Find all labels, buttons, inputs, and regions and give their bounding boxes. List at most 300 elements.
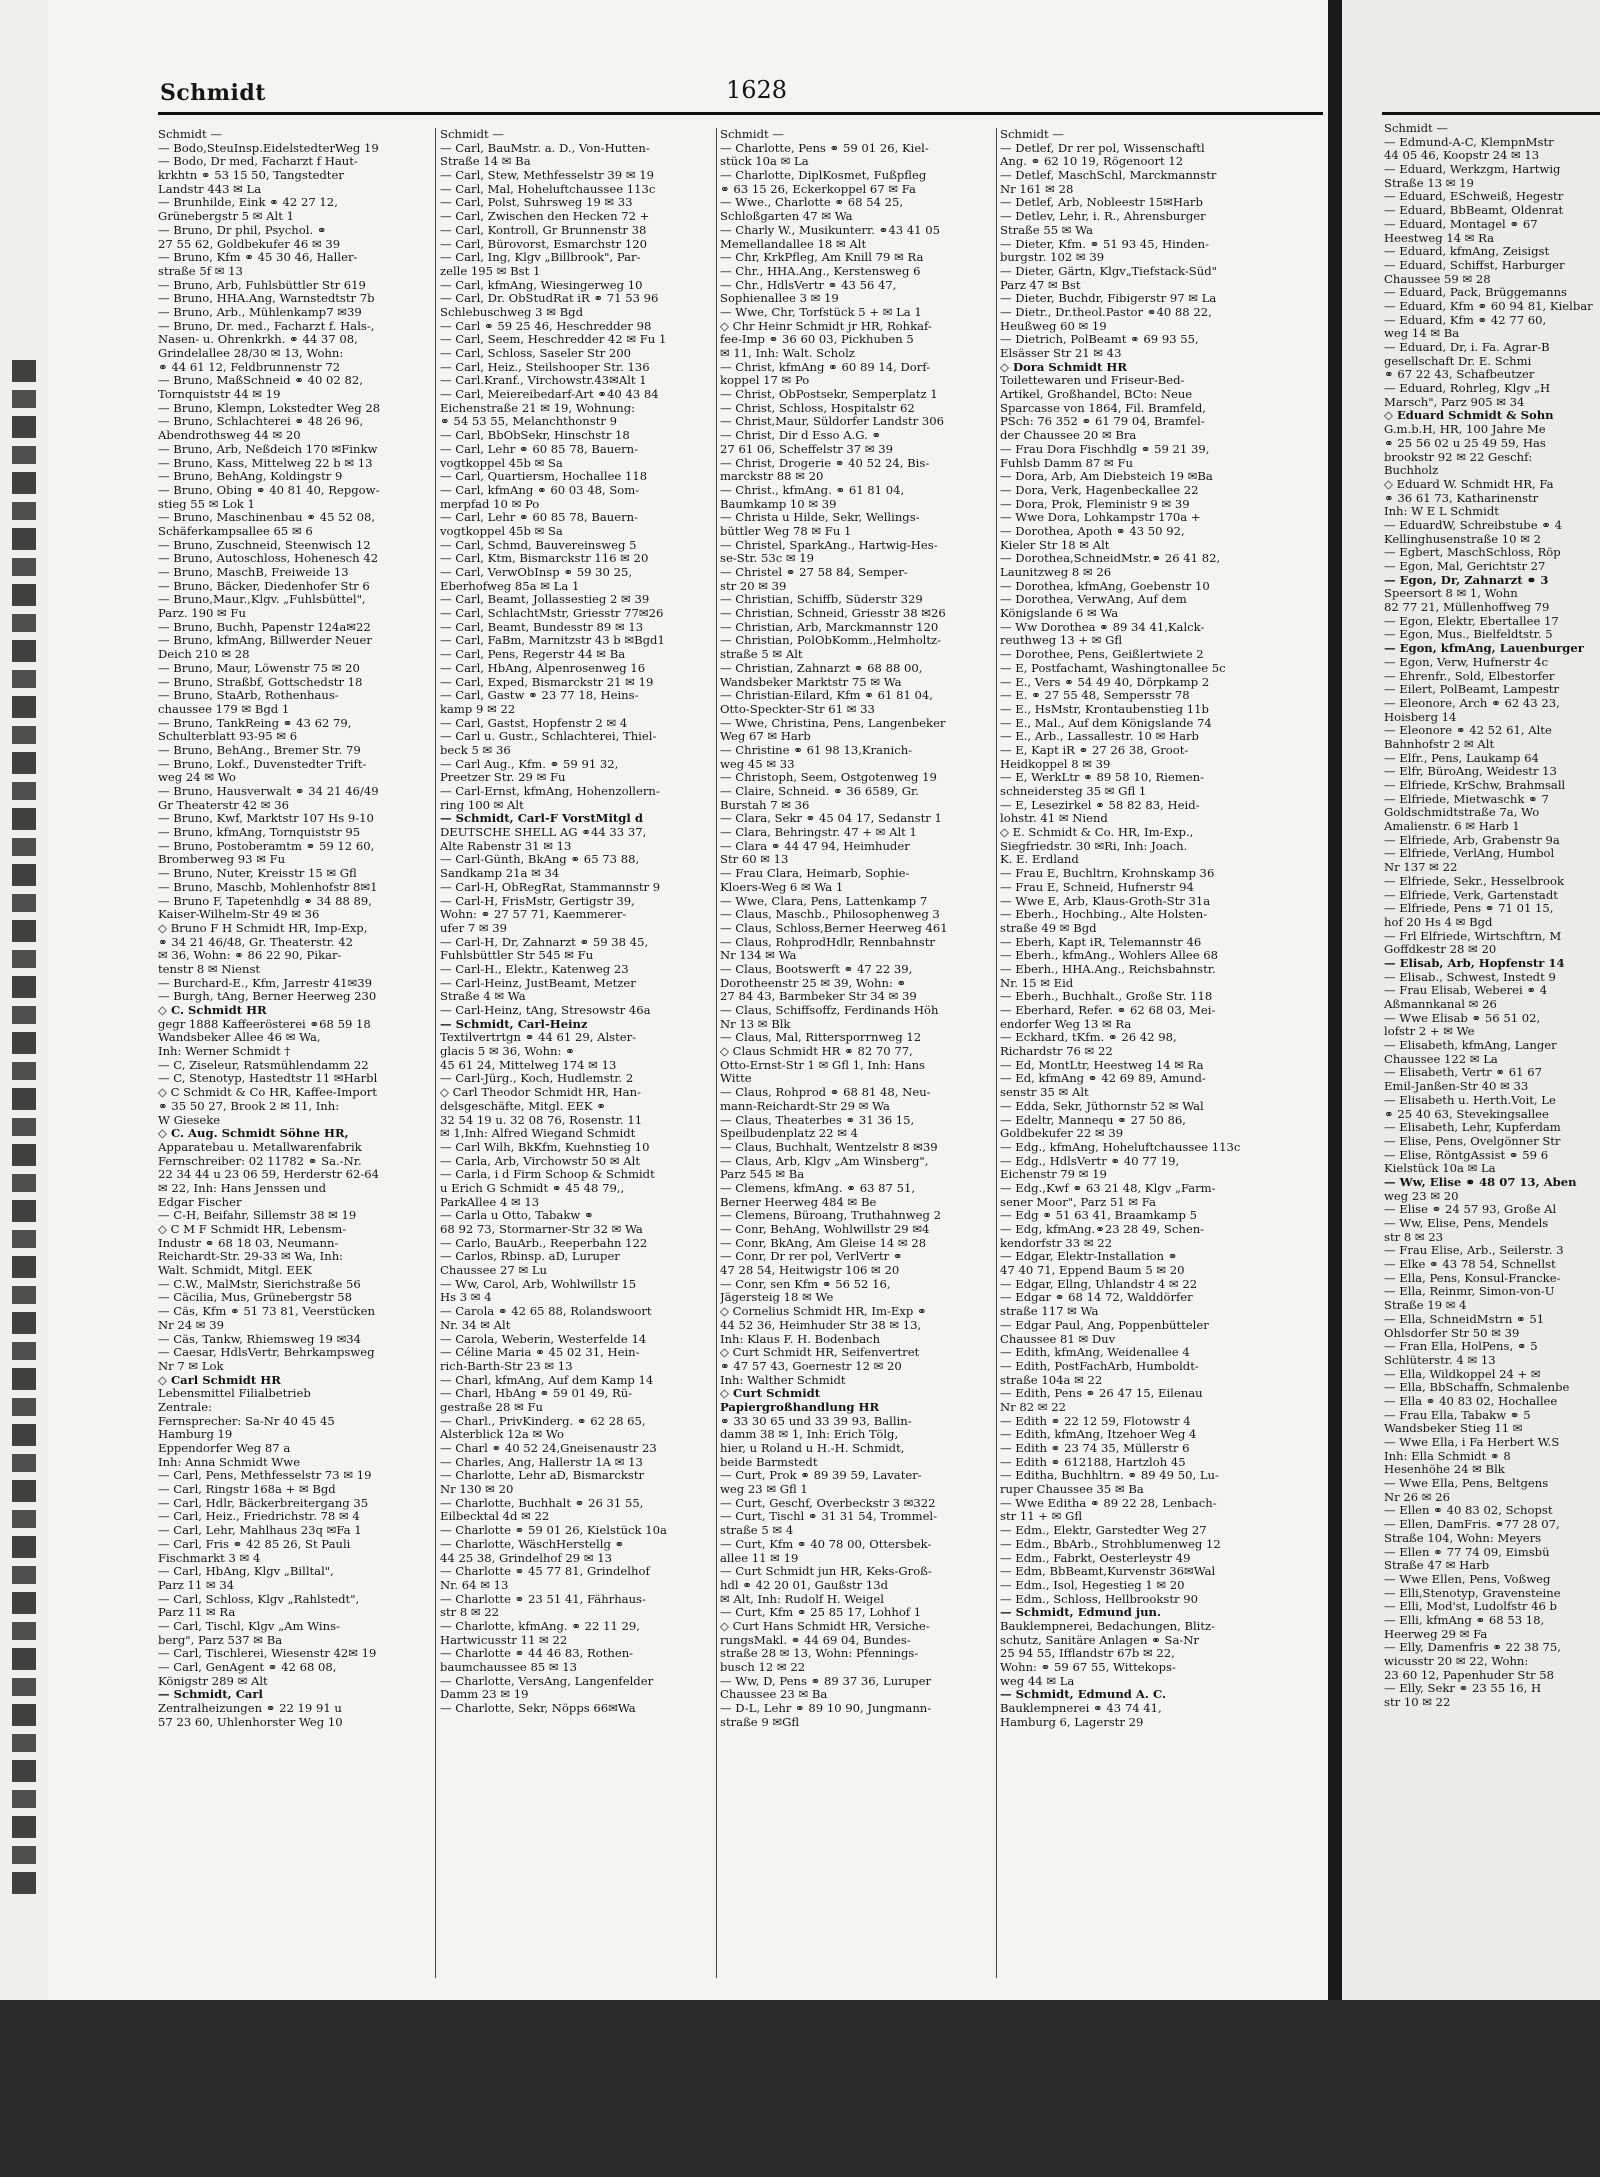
directory-entry-line: — Ellen ⚭ 40 83 02, Schopst (1384, 1504, 1553, 1518)
directory-entry-line: — Carl, Polst, Suhrsweg 19 ✉ 33 (440, 196, 633, 210)
directory-entry-line: — Carl, Ringstr 168a + ✉ Bgd (158, 1483, 336, 1497)
directory-entry-line: Kielstück 10a ✉ La (1384, 1162, 1496, 1176)
directory-entry-line: busch 12 ✉ 22 (720, 1661, 806, 1674)
directory-entry-line: hier, u Roland u H.-H. Schmidt, (720, 1442, 905, 1455)
directory-entry-line: Wandsbeker Allee 46 ✉ Wa, (158, 1031, 321, 1045)
directory-entry-line: — Eduard, Montagel ⚭ 67 (1384, 217, 1538, 231)
directory-entry-line: Parz 11 ✉ Ra (158, 1606, 236, 1620)
directory-entry-line: — Edith ⚭ 612188, Hartzloh 45 (1000, 1455, 1186, 1469)
directory-entry-line: — Curt, Kfm ⚭ 40 78 00, Ottersbek- (720, 1537, 932, 1551)
directory-entry-line: — Carl, SchlachtMstr, Griesstr 77✉26 (440, 607, 664, 621)
directory-entry-line: — Ehrenfr., Sold, Elbestorfer (1384, 669, 1555, 683)
directory-entry-line: — Wwe, Christina, Pens, Langenbeker (720, 716, 946, 730)
directory-entry-line: ⚭ 47 57 43, Goernestr 12 ✉ 20 (720, 1359, 902, 1373)
directory-entry-line: Bauklempnerei, Bedachungen, Blitz- (1000, 1619, 1216, 1633)
directory-entry-line: — Frau Dora Fischhdlg ⚭ 59 21 39, (1000, 442, 1210, 456)
directory-entry-line: Chaussee 59 ✉ 28 (1384, 272, 1491, 286)
directory-entry-line: — Christel ⚭ 27 58 84, Semper- (720, 566, 908, 579)
directory-entry-line: kendorfstr 33 ✉ 22 (1000, 1236, 1113, 1250)
directory-entry-line: — Claus, Theaterbes ⚭ 31 36 15, (720, 1113, 915, 1127)
directory-entry-line: weg 23 ✉ 20 (1384, 1189, 1459, 1203)
directory-entry-line: sener Moor", Parz 51 ✉ Fa (1000, 1195, 1156, 1209)
directory-entry-line: — Christian, Schneid, Griesstr 38 ✉26 (720, 607, 946, 621)
directory-entry-line: Wandsbeker Marktstr 75 ✉ Wa (720, 675, 902, 689)
directory-entry-line: — Charlotte, Lehr aD, Bismarckstr (440, 1469, 645, 1483)
directory-entry-line: — Edg ⚭ 51 63 41, Braamkamp 5 (1000, 1209, 1197, 1223)
directory-entry-line: Otto-Speckter-Str 61 ✉ 33 (720, 702, 875, 716)
directory-entry-line: — Eduard, ESchweiß, Hegestr (1384, 190, 1564, 204)
directory-entry-line: — Charl, HbAng ⚭ 59 01 49, Rü- (440, 1387, 633, 1401)
directory-entry-line: — Bruno, MaschB, Freiweide 13 (158, 566, 349, 579)
directory-entry-line: — Charlotte ⚭ 44 46 83, Rothen- (440, 1647, 634, 1661)
directory-entry-line: — Claus, Mal, Rittersporrnweg 12 (720, 1031, 922, 1045)
directory-entry-line: — Carl, Seem, Heschredder 42 ✉ Fu 1 (440, 333, 667, 347)
directory-entry-line: — Elise, Pens, Ovelgönner Str (1384, 1134, 1561, 1148)
directory-entry-line: — Christ, ObPostsekr, Semperplatz 1 (720, 388, 938, 402)
directory-entry-line: — Carl, Tischlerei, Wiesenstr 42✉ 19 (158, 1647, 377, 1661)
directory-entry-line: — Christ, kfmAng ⚭ 60 89 14, Dorf- (720, 360, 931, 374)
directory-entry-line: — Detlev, Lehr, i. R., Ahrensburger (1000, 210, 1206, 224)
directory-entry-line: Launitzweg 8 ✉ 26 (1000, 566, 1112, 579)
directory-entry-line: Tornquiststr 44 ✉ 19 (158, 388, 281, 402)
directory-entry-line: Eichenstraße 21 ✉ 19, Wohnung: (440, 401, 636, 415)
directory-entry-line: — Bruno F, Tapetenhdlg ⚭ 34 88 89, (158, 894, 372, 908)
directory-entry-line: Schlüterstr. 4 ✉ 13 (1384, 1353, 1496, 1367)
bound-edge-strip (0, 0, 48, 2000)
bound-edge-text-fragments (12, 360, 36, 1900)
directory-entry-line: — Frau Elisab, Weberei ⚭ 4 (1384, 984, 1548, 998)
directory-entry-line: — Carl u. Gustr., Schlachterei, Thiel- (440, 730, 657, 744)
directory-entry-line: Straße 55 ✉ Wa (1000, 223, 1094, 237)
directory-entry-line: — Schmidt, Edmund A. C. (1000, 1688, 1167, 1702)
directory-entry-line: ◇ E. Schmidt & Co. HR, Im-Exp., (1000, 826, 1194, 840)
directory-entry-line: — Bruno, Klempn, Lokstedter Weg 28 (158, 401, 381, 415)
directory-entry-line: — Carla u Otto, Tabakw ⚭ (440, 1209, 594, 1223)
directory-entry-line: gegr 1888 Kaffeerösterei ⚭68 59 18 (158, 1017, 371, 1031)
directory-entry-line: — Wwe Ella, Pens, Beltgens (1384, 1477, 1549, 1491)
directory-entry-line: — Carl, kfmAng ⚭ 60 03 48, Som- (440, 483, 640, 497)
directory-entry-line: Straße 14 ✉ Ba (440, 155, 531, 169)
directory-entry-line: — Detlef, MaschSchl, Marckmannstr (1000, 169, 1217, 183)
directory-entry-line: — Charlotte, WäschHerstellg ⚭ (440, 1537, 625, 1551)
directory-entry-line: 44 52 36, Heimhuder Str 38 ✉ 13, (720, 1318, 922, 1332)
directory-entry-line: — Bruno, Maur, Löwenstr 75 ✉ 20 (158, 661, 360, 675)
directory-entry-line: schutz, Sanitäre Anlagen ⚭ Sa-Nr (1000, 1633, 1199, 1647)
directory-entry-line: — Elisabeth, kfmAng, Langer (1384, 1039, 1557, 1053)
directory-entry-line: Alte Rabenstr 31 ✉ 13 (440, 839, 572, 853)
column-divider (996, 128, 997, 1978)
directory-entry-line: — Céline Maria ⚭ 45 02 31, Hein- (440, 1346, 640, 1360)
directory-entry-line: schneidersteg 35 ✉ Gfl 1 (1000, 785, 1147, 798)
directory-entry-line: — Bruno, Hausverwalt ⚭ 34 21 46/49 (158, 785, 379, 798)
directory-entry-line: — Elfriede, Pens ⚭ 71 01 15, (1384, 902, 1554, 916)
directory-entry-line: Inh: Walther Schmidt (720, 1373, 846, 1387)
directory-entry-line: — Christ,Maur, Süldorfer Landstr 306 (720, 415, 944, 429)
directory-entry-line: — Clemens, Büroang, Truthahnweg 2 (720, 1209, 942, 1223)
directory-entry-line: Aßmannkanal ✉ 26 (1384, 998, 1497, 1011)
directory-entry-line: Sophienallee 3 ✉ 19 (720, 292, 839, 306)
directory-entry-line: — Conr, BkAng, Am Gleise 14 ✉ 28 (720, 1236, 927, 1250)
directory-entry-line: — Bruno, Nuter, Kreisstr 15 ✉ Gfl (158, 867, 357, 881)
directory-entry-line: — Cäcilia, Mus, Grünebergstr 58 (158, 1291, 353, 1305)
directory-entry-line: 32 54 19 u. 32 08 76, Rosenstr. 11 (440, 1113, 643, 1127)
directory-entry-line: merpfad 10 ✉ Po (440, 497, 540, 511)
directory-entry-line: — Egon, Dr, Zahnarzt ⚭ 3 (1384, 573, 1549, 587)
directory-entry-line: Memellandallee 18 ✉ Alt (720, 237, 867, 251)
directory-entry-line: — Carla, Arb, Virchowstr 50 ✉ Alt (440, 1154, 640, 1168)
directory-entry-line: — Eduard, Werkzgm, Hartwig (1384, 163, 1561, 177)
directory-entry-line: ◇ C. Schmidt HR (158, 1004, 267, 1017)
directory-entry-line: — Dieter, Buchdr, Fibigerstr 97 ✉ La (1000, 292, 1217, 306)
directory-entry-line: — Ella ⚭ 40 83 02, Hochallee (1384, 1394, 1558, 1408)
directory-entry-line: — Bruno, Arb, Fuhlsbüttler Str 619 (158, 278, 366, 292)
directory-entry-line: straße 49 ✉ Bgd (1000, 921, 1097, 935)
directory-entry-line: straße 104a ✉ 22 (1000, 1373, 1103, 1387)
directory-entry-line: — Carl-H., Elektr., Katenweg 23 (440, 962, 629, 976)
directory-entry-line: weg 23 ✉ Gfl 1 (720, 1483, 808, 1497)
directory-entry-line: — Bruno, BehAng, Koldingstr 9 (158, 470, 343, 484)
directory-entry-line: — Egbert, MaschSchloss, Röp (1384, 546, 1561, 560)
directory-entry-line: Goldschmidtstraße 7a, Wo (1384, 806, 1540, 820)
directory-entry-line: ⚭ 54 53 55, Melanchthonstr 9 (440, 415, 617, 429)
directory-entry-line: Speilbudenplatz 22 ✉ 4 (720, 1127, 858, 1141)
directory-entry-line: — Claire, Schneid. ⚭ 36 6589, Gr. (720, 785, 919, 798)
directory-entry-line: — Dorothea, Apoth ⚭ 43 50 92, (1000, 524, 1185, 538)
directory-entry-line: — Elfriede, Verk, Gartenstadt (1384, 888, 1558, 902)
directory-entry-line: — Claus, Maschb., Philosophenweg 3 (720, 908, 940, 922)
directory-entry-line: — Detlef, Dr rer pol, Wissenschaftl (1000, 141, 1205, 155)
directory-entry-line: ◇ Curt Schmidt HR, Seifenvertret (720, 1346, 920, 1360)
directory-entry-line: — Carl, Stew, Methfesselstr 39 ✉ 19 (440, 169, 654, 183)
directory-entry-line: weg 14 ✉ Ba (1384, 327, 1460, 341)
directory-entry-line: — Elisab, Arb, Hopfenstr 14 (1384, 956, 1565, 970)
directory-entry-line: weg 24 ✉ Wo (158, 771, 236, 785)
directory-entry-line: — E., Vers ⚭ 54 49 40, Dörpkamp 2 (1000, 675, 1210, 689)
directory-entry-line: — Bruno, Zuschneid, Steenwisch 12 (158, 538, 371, 552)
directory-entry-line: 47 28 54, Heitwigstr 106 ✉ 20 (720, 1264, 900, 1278)
directory-entry-line: Eilbecktal 4d ✉ 22 (440, 1510, 550, 1524)
directory-entry-line: Parz 11 ✉ 34 (158, 1578, 235, 1592)
directory-entry-line: lofstr 2 + ✉ We (1384, 1025, 1475, 1039)
directory-entry-line: ✉ 36, Wohn: ⚭ 86 22 90, Pikar- (158, 949, 342, 963)
directory-entry-line: — Wwe E, Arb, Klaus-Groth-Str 31a (1000, 894, 1211, 908)
directory-entry-line: — Dora, Arb, Am Diebsteich 19 ✉Ba (1000, 470, 1213, 484)
directory-entry-line: krkhtn ⚭ 53 15 50, Tangstedter (158, 169, 344, 183)
directory-entry-line: — Charlotte, kfmAng. ⚭ 22 11 29, (440, 1619, 640, 1633)
directory-entry-line: — Ellen, DamFris. ⚭77 28 07, (1384, 1518, 1560, 1532)
directory-entry-line: Inh: Werner Schmidt † (158, 1045, 291, 1059)
directory-entry-line: — Carl, Schloss, Saseler Str 200 (440, 347, 631, 360)
directory-entry-line: Königslande 6 ✉ Wa (1000, 607, 1119, 621)
directory-entry-line: — Carl.Kranf., Virchowstr.43✉Alt 1 (440, 374, 647, 388)
directory-entry-line: — Charles, Ang, Hallerstr 1A ✉ 13 (440, 1455, 643, 1469)
directory-entry-line: — Eleonore ⚭ 42 52 61, Alte (1384, 724, 1552, 738)
directory-entry-line: Buchholz (1384, 464, 1439, 478)
directory-entry-line: — Charl, kfmAng, Auf dem Kamp 14 (440, 1373, 654, 1387)
directory-entry-line: — Wwe Dora, Lohkampstr 170a + (1000, 511, 1201, 525)
directory-entry-line: — Ww, Elise ⚭ 48 07 13, Aben (1384, 1175, 1577, 1189)
directory-entry-line: — Eleonore, Arch ⚭ 62 43 23, (1384, 696, 1560, 710)
directory-entry-line: — Fran Ella, HolPens, ⚭ 5 (1384, 1340, 1538, 1354)
directory-entry-line: ✉ Alt, Inh: Rudolf H. Weigel (720, 1592, 884, 1606)
directory-entry-line: Gr Theaterstr 42 ✉ 36 (158, 798, 289, 812)
directory-entry-line: — Christ, Schloss, Hospitalstr 62 (720, 401, 915, 415)
directory-entry-line: rungsMakl. ⚭ 44 69 04, Bundes- (720, 1633, 911, 1647)
directory-entry-line: Siegfriedstr. 30 ✉Ri, Inh: Joach. (1000, 839, 1188, 853)
directory-entry-line: — Ella, Wildkoppel 24 + ✉ (1384, 1367, 1541, 1381)
directory-entry-line: Otto-Ernst-Str 1 ✉ Gfl 1, Inh: Hans (720, 1058, 925, 1072)
directory-entry-line: Hamburg 19 (158, 1428, 233, 1442)
directory-entry-line: se-Str. 53c ✉ 19 (720, 552, 815, 566)
directory-entry-line: Eberhofweg 85a ✉ La 1 (440, 579, 580, 593)
directory-entry-line: ◇ C M F Schmidt HR, Lebensm- (158, 1223, 347, 1236)
directory-entry-line: — Edm., Schloss, Hellbrookstr 90 (1000, 1592, 1198, 1606)
directory-entry-line: — Edm., BbArb., Strohblumenweg 12 (1000, 1537, 1221, 1551)
directory-entry-line: — Carl-Heinz, JustBeamt, Metzer (440, 976, 636, 990)
directory-entry-line: straße 28 ✉ 13, Wohn: Pfennings- (720, 1647, 919, 1661)
directory-entry-line: — Eberh., Hochbing., Alte Holsten- (1000, 908, 1208, 922)
directory-entry-line: — Curt, Kfm ⚭ 25 85 17, Lohhof 1 (720, 1606, 922, 1620)
directory-entry-line: Nasen- u. Ohrenkrkh. ⚭ 44 37 08, (158, 333, 358, 347)
directory-entry-line: ◇ Carl Theodor Schmidt HR, Han- (440, 1086, 641, 1100)
directory-entry-line: beck 5 ✉ 36 (440, 743, 511, 757)
directory-entry-line: — Carl, Heiz., Friedrichstr. 78 ✉ 4 (158, 1510, 360, 1524)
directory-entry-line: — Carl, HbAng, Klgv „Billtal", (158, 1565, 334, 1579)
directory-entry-line: — Ww, D, Pens ⚭ 89 37 36, Luruper (720, 1674, 932, 1688)
directory-entry-line: beide Barmstedt (720, 1455, 818, 1469)
directory-entry-line: — Edg., HdlsVertr ⚭ 40 77 19, (1000, 1154, 1180, 1168)
directory-entry-line: — Carl, Beamt, Bundesstr 89 ✉ 13 (440, 620, 644, 634)
directory-entry-line: Fuhlsbüttler Str 545 ✉ Fu (440, 949, 594, 963)
directory-entry-line: ⚭ 34 21 46/48, Gr. Theaterstr. 42 (158, 935, 353, 949)
directory-entry-line: straße 5 ✉ 4 (720, 1524, 794, 1538)
directory-entry-line: — Claus, Schiffsoffz, Ferdinands Höh (720, 1004, 939, 1017)
directory-entry-line: wicusstr 20 ✉ 22, Wohn: (1384, 1655, 1529, 1668)
directory-entry-line: — E., Arb., Lassallestr. 10 ✉ Harb (1000, 730, 1199, 744)
directory-entry-line: — Carla, i d Firm Schoop & Schmidt (440, 1168, 655, 1182)
directory-entry-line: — Schmidt, Carl-Heinz (440, 1017, 588, 1031)
directory-entry-line: — Dorothea, kfmAng, Goebenstr 10 (1000, 579, 1210, 593)
directory-entry-line: Zentralheizungen ⚭ 22 19 91 u (158, 1702, 342, 1716)
directory-column-3 (720, 128, 992, 1988)
column-divider (716, 128, 717, 1978)
directory-entry-line: Fuhlsb Damm 87 ✉ Fu (1000, 456, 1133, 470)
directory-entry-line: — Bruno, Straßbf, Gottschedstr 18 (158, 675, 363, 689)
directory-entry-line: — Ww Dorothea ⚭ 89 34 41,Kalck- (1000, 620, 1205, 634)
directory-entry-line: Heußweg 60 ✉ 19 (1000, 319, 1107, 333)
directory-entry-line: — Elli, kfmAng ⚭ 68 53 18, (1384, 1613, 1545, 1627)
directory-entry-line: Sparcasse von 1864, Fil. Bramfeld, (1000, 401, 1206, 415)
directory-entry-line: str 8 ✉ 22 (440, 1606, 500, 1620)
directory-entry-line: — Bruno, kfmAng, Billwerder Neuer (158, 634, 372, 648)
directory-entry-line: Lebensmittel Filialbetrieb (158, 1387, 311, 1401)
directory-entry-line: — Bruno, Schlachterei ⚭ 48 26 96, (158, 415, 364, 429)
directory-entry-line: Inh: W E L Schmidt (1384, 505, 1499, 519)
directory-entry-line: — Ella, Pens, Konsul-Francke- (1384, 1271, 1561, 1285)
directory-entry-line: — Conr, BehAng, Wohlwillstr 29 ✉4 (720, 1223, 930, 1236)
directory-entry-line: — Eberhard, Refer. ⚭ 62 68 03, Mei- (1000, 1004, 1216, 1017)
directory-entry-line: straße 117 ✉ Wa (1000, 1305, 1099, 1319)
directory-entry-line: Fernsprecher: Sa-Nr 40 45 45 (158, 1414, 335, 1428)
directory-entry-line: ◇ Dora Schmidt HR (1000, 360, 1128, 374)
directory-entry-line: — Bodo, Dr med, Facharzt f Haut- (158, 155, 358, 169)
directory-entry-line: ufer 7 ✉ 39 (440, 921, 508, 935)
directory-entry-line: Schloßgarten 47 ✉ Wa (720, 210, 853, 224)
directory-entry-line: — Carl, Gastw ⚭ 23 77 18, Heins- (440, 689, 639, 703)
directory-entry-line: — Edda, Sekr, Jüthornstr 52 ✉ Wal (1000, 1099, 1204, 1113)
directory-entry-line: — Bruno, HHA.Ang, Warnstedtstr 7b (158, 292, 375, 306)
directory-entry-line: — Bruno, Maschinenbau ⚭ 45 52 08, (158, 511, 376, 525)
directory-entry-line: — Eberh., kfmAng., Wohlers Allee 68 (1000, 949, 1218, 963)
directory-entry-line: — Egon, Mal, Gerichtstr 27 (1384, 560, 1546, 573)
directory-entry-line: — Frl Elfriede, Wirtschftrn, M (1384, 929, 1562, 943)
directory-entry-line: — Egon, Verw, Hufnerstr 4c (1384, 655, 1549, 669)
directory-entry-line: — Ella, Reinmr, Simon-von-U (1384, 1285, 1555, 1299)
directory-entry-line: Chaussee 122 ✉ La (1384, 1052, 1498, 1066)
directory-entry-line: 22 34 44 u 23 06 59, Herderstr 62-64 (158, 1168, 380, 1182)
directory-entry-line: straße 9 ✉Gfl (720, 1715, 800, 1729)
directory-entry-line: Straße 104, Wohn: Meyers (1384, 1531, 1542, 1545)
directory-entry-line: koppel 17 ✉ Po (720, 374, 810, 388)
directory-entry-line: — Carl, Fris ⚭ 42 85 26, St Pauli (158, 1537, 351, 1551)
directory-entry-line: Kieler Str 18 ✉ Alt (1000, 538, 1110, 552)
directory-entry-line: — Dieter, Kfm. ⚭ 51 93 45, Hinden- (1000, 237, 1209, 251)
directory-entry-line: — Brunhilde, Eink ⚭ 42 27 12, (158, 196, 338, 210)
directory-entry-line: — Carl, Gastst, Hopfenstr 2 ✉ 4 (440, 716, 628, 730)
directory-entry-line: — Carl-Jürg., Koch, Hudlemstr. 2 (440, 1072, 634, 1086)
directory-entry-line: — Wwe, Clara, Pens, Lattenkamp 7 (720, 894, 928, 908)
directory-entry-line: — Elfriede, Arb, Grabenstr 9a (1384, 833, 1560, 847)
directory-entry-line: Eppendorfer Weg 87 a (158, 1442, 291, 1455)
directory-entry-line: Schmidt — (1384, 122, 1448, 135)
directory-entry-line: — Carl-H, Dr, Zahnarzt ⚭ 59 38 45, (440, 935, 649, 949)
directory-entry-line: 23 60 12, Papenhuder Str 58 (1384, 1668, 1554, 1682)
directory-entry-line: — Curt Schmidt jun HR, Keks-Groß- (720, 1565, 932, 1579)
directory-entry-line: 27 84 43, Barmbeker Str 34 ✉ 39 (720, 990, 917, 1004)
directory-entry-line: 27 61 06, Scheffelstr 37 ✉ 39 (720, 442, 893, 456)
directory-entry-line: vogtkoppel 45b ✉ Sa (440, 456, 563, 470)
directory-entry-line: Apparatebau u. Metallwarenfabrik (158, 1140, 362, 1154)
directory-entry-line: — Elfr, BüroAng, Weidestr 13 (1384, 765, 1557, 779)
directory-entry-line: — Edg, kfmAng.⚭23 28 49, Schen- (1000, 1223, 1205, 1236)
directory-entry-line: — Ella, BbSchaffn, Schmalenbe (1384, 1381, 1570, 1395)
directory-entry-line: — Bodo,SteuInsp.EidelstedterWeg 19 (158, 141, 379, 155)
directory-entry-line: Fischmarkt 3 ✉ 4 (158, 1551, 261, 1565)
directory-entry-line: tenstr 8 ✉ Nienst (158, 962, 261, 976)
directory-entry-line: Toilettewaren und Friseur-Bed- (1000, 374, 1185, 388)
directory-entry-line: — Schmidt, Edmund jun. (1000, 1606, 1161, 1620)
directory-entry-line: — Charlotte, DiplKosmet, Fußpfleg (720, 169, 927, 183)
directory-entry-line: — Dorothea, VerwAng, Auf dem (1000, 593, 1187, 607)
directory-entry-line: K. E. Erdland (1000, 853, 1079, 867)
directory-entry-line: — Edith, Pens ⚭ 26 47 15, Eilenau (1000, 1387, 1203, 1401)
directory-entry-line: — Clara ⚭ 44 47 94, Heimhuder (720, 839, 910, 853)
directory-entry-line: Schulterblatt 93-95 ✉ 6 (158, 730, 298, 744)
directory-entry-line: Nr 134 ✉ Wa (720, 949, 797, 963)
directory-entry-line: hdl ⚭ 42 20 01, Gaußstr 13d (720, 1578, 889, 1592)
directory-entry-line: — Eduard, Dr, i. Fa. Agrar-B (1384, 341, 1550, 354)
directory-entry-line: Straße 4 ✉ Wa (440, 990, 526, 1004)
directory-entry-line: W Gieseke (158, 1113, 221, 1127)
directory-entry-line: — Carl, Bürovorst, Esmarchstr 120 (440, 237, 648, 251)
directory-entry-line: — Elisabeth u. Herth.Voit, Le (1384, 1093, 1556, 1107)
directory-entry-line: hof 20 Hs 4 ✉ Bgd (1384, 915, 1493, 929)
directory-entry-line: Textilvertrtgn ⚭ 44 61 29, Alster- (440, 1031, 637, 1045)
directory-entry-line: gestraße 28 ✉ Fu (440, 1400, 543, 1414)
directory-entry-line: — C-H, Beifahr, Sillemstr 38 ✉ 19 (158, 1209, 357, 1223)
directory-entry-line: ⚭ 63 15 26, Eckerkoppel 67 ✉ Fa (720, 182, 916, 196)
directory-entry-line: Wohn: ⚭ 27 57 71, Kaemmerer- (440, 908, 627, 922)
directory-entry-line: — Burgh, tAng, Berner Heerweg 230 (158, 990, 377, 1004)
directory-entry-line: straße 5f ✉ 13 (158, 264, 243, 278)
directory-entry-line: — Carl-Günth, BkAng ⚭ 65 73 88, (440, 853, 640, 867)
directory-entry-line: Ohlsdorfer Str 50 ✉ 39 (1384, 1326, 1520, 1340)
directory-entry-line: ruper Chaussee 35 ✉ Ba (1000, 1483, 1144, 1497)
directory-entry-line: — Ed, kfmAng ⚭ 42 69 89, Amund- (1000, 1072, 1206, 1086)
directory-entry-line: Wohn: ⚭ 59 67 55, Wittekops- (1000, 1661, 1176, 1674)
directory-entry-line: — Wwe, Chr, Torfstück 5 + ✉ La 1 (720, 305, 922, 319)
directory-entry-line: — Editha, Buchhltrn. ⚭ 89 49 50, Lu- (1000, 1469, 1219, 1483)
directory-entry-line: — Eduard, Kfm ⚭ 42 77 60, (1384, 313, 1547, 327)
directory-entry-line: Elsässer Str 21 ✉ 43 (1000, 347, 1122, 360)
directory-entry-line: — Eberh, Kapt iR, Telemannstr 46 (1000, 935, 1202, 949)
directory-entry-line: ◇ Curt Schmidt (720, 1387, 821, 1401)
directory-entry-line: — Bruno, Kass, Mittelweg 22 b ✉ 13 (158, 456, 373, 470)
directory-entry-line: ◇ Bruno F H Schmidt HR, Imp-Exp, (158, 921, 368, 935)
directory-entry-line: Zentrale: (158, 1400, 212, 1414)
directory-entry-line: — Egon, Mus., Bielfeldtstr. 5 (1384, 628, 1553, 642)
column-divider (435, 128, 436, 1978)
directory-entry-line: — Elli,Stenotyp, Gravensteine (1384, 1586, 1561, 1600)
directory-entry-line: — Bruno, Obing ⚭ 40 81 40, Repgow- (158, 483, 380, 497)
directory-entry-line: ◇ Eduard W. Schmidt HR, Fa (1384, 477, 1554, 491)
directory-entry-line: Marsch", Parz 905 ✉ 34 (1384, 395, 1525, 409)
directory-entry-line: — Claus, Buchhalt, Wentzelstr 8 ✉39 (720, 1140, 938, 1154)
directory-entry-line: — Christoph, Seem, Ostgotenweg 19 (720, 771, 937, 785)
directory-entry-line: — Carl, Pens, Regerstr 44 ✉ Ba (440, 648, 626, 662)
directory-entry-line: Schäferkampsallee 65 ✉ 6 (158, 524, 313, 538)
directory-entry-line: Nr 24 ✉ 39 (158, 1318, 224, 1332)
directory-entry-line: Schmidt — (720, 128, 784, 141)
directory-entry-line: — Edm., Elektr, Garstedter Weg 27 (1000, 1524, 1207, 1538)
directory-entry-line: — Carl, Ing, Klgv „Billbrook", Par- (440, 251, 641, 265)
directory-column-1 (158, 128, 430, 1988)
directory-entry-line: — Carl, Kontroll, Gr Brunnenstr 38 (440, 223, 647, 237)
directory-entry-line: vogtkoppel 45b ✉ Sa (440, 524, 563, 538)
directory-entry-line: — Eduard, kfmAng, Zeisigst (1384, 245, 1550, 259)
header-rule (158, 112, 1323, 115)
directory-entry-line: — Schmidt, Carl-F VorstMitgl d (440, 812, 643, 826)
directory-entry-line: Reichardt-Str. 29-33 ✉ Wa, Inh: (158, 1250, 344, 1264)
directory-entry-line: Schmidt — (1000, 128, 1064, 141)
directory-entry-line: allee 11 ✉ 19 (720, 1551, 799, 1565)
directory-entry-line: — Dora, Prok, Fleministr 9 ✉ 39 (1000, 497, 1190, 511)
directory-entry-line: — Edith, kfmAng, Itzehoer Weg 4 (1000, 1428, 1197, 1442)
directory-entry-line: — Bruno, TankReing ⚭ 43 62 79, (158, 716, 352, 730)
directory-entry-line: Berner Heerweg 484 ✉ Be (720, 1195, 877, 1209)
directory-entry-line: — Christian, Schiffb, Süderstr 329 (720, 593, 923, 607)
directory-entry-line: — Edith ⚭ 22 12 59, Flotowstr 4 (1000, 1414, 1191, 1428)
directory-entry-line: — Bruno, Kfm ⚭ 45 30 46, Haller- (158, 251, 358, 265)
directory-entry-line: — Elisabeth, Lehr, Kupferdam (1384, 1121, 1561, 1135)
directory-entry-line: Ang. ⚭ 62 10 19, Rögenoort 12 (1000, 155, 1184, 169)
directory-entry-line: Schlebuschweg 3 ✉ Bgd (440, 305, 583, 319)
directory-entry-line: — Carola, Weberin, Westerfelde 14 (440, 1332, 647, 1346)
directory-entry-line: — Edgar ⚭ 68 14 72, Walddörfer (1000, 1291, 1193, 1305)
directory-entry-line: — Christian, Arb, Marckmannstr 120 (720, 620, 939, 634)
directory-entry-line: Heestweg 14 ✉ Ra (1384, 231, 1495, 245)
directory-entry-line: Richardstr 76 ✉ 22 (1000, 1045, 1113, 1059)
